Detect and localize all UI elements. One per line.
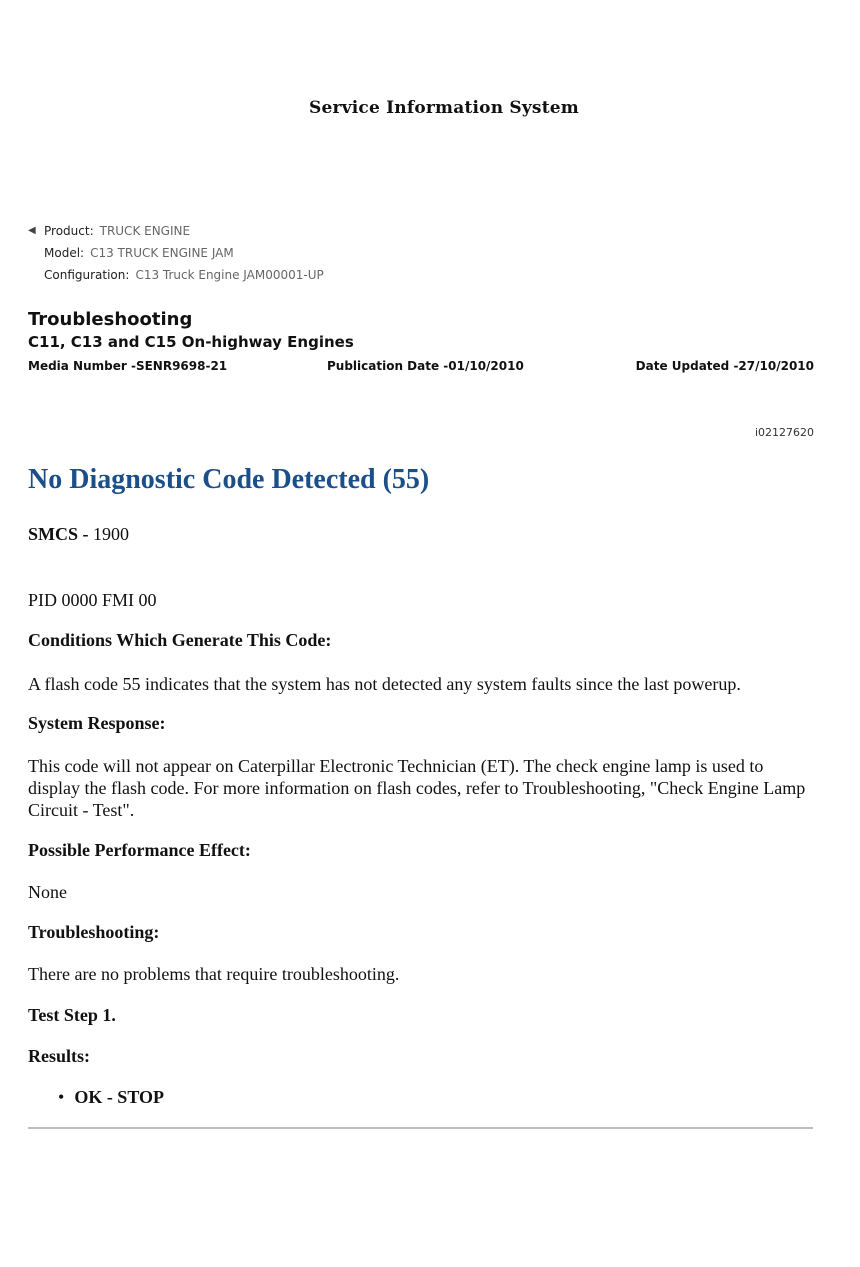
performance-heading: Possible Performance Effect: — [28, 840, 251, 860]
system-response-heading: System Response: — [28, 713, 166, 733]
results-heading: Results: — [28, 1046, 90, 1066]
bullet-icon: • — [58, 1087, 65, 1107]
product-label: Product: — [44, 224, 94, 238]
model-value: C13 TRUCK ENGINE JAM — [90, 246, 234, 260]
pid-fmi: PID 0000 FMI 00 — [28, 590, 157, 610]
smcs-value: 1900 — [93, 524, 130, 544]
system-title: Service Information System — [309, 98, 579, 118]
result-ok-stop: OK - STOP — [74, 1087, 164, 1107]
conditions-text: A flash code 55 indicates that the system has not detected any system faults since the last powerup. — [28, 674, 741, 694]
model-label: Model: — [44, 246, 85, 260]
troubleshooting-text: There are no problems that require troubleshooting. — [28, 964, 400, 984]
conditions-heading: Conditions Which Generate This Code: — [28, 630, 332, 650]
list-item — [58, 1087, 164, 1108]
configuration-label: Configuration: — [44, 268, 130, 282]
chevron-left-icon[interactable]: ◀ — [28, 225, 36, 236]
test-step-heading: Test Step 1. — [28, 1005, 116, 1025]
system-response-text: This code will not appear on Caterpillar Electronic Technician (ET). The check engine lamp is used to display the flash code. For more information on flash codes, refer to Troubleshooting, "Check Engine Lamp Circuit - Test". — [28, 756, 806, 820]
document-subheading: C11, C13 and C15 On-highway Engines — [28, 333, 354, 351]
model-line — [44, 246, 234, 260]
configuration-value: C13 Truck Engine JAM00001-UP — [135, 268, 324, 282]
troubleshooting-heading: Troubleshooting: — [28, 922, 160, 942]
smcs-label: SMCS - — [28, 524, 89, 544]
media-number: Media Number -SENR9698-21 — [28, 359, 228, 373]
date-updated: Date Updated -27/10/2010 — [635, 359, 814, 373]
publication-date: Publication Date -01/10/2010 — [327, 359, 524, 373]
performance-text: None — [28, 882, 67, 902]
configuration-line — [44, 268, 324, 282]
smcs-line — [28, 523, 818, 545]
page-title: No Diagnostic Code Detected (55) — [28, 464, 430, 495]
divider — [28, 1127, 813, 1129]
product-value: TRUCK ENGINE — [99, 224, 191, 238]
product-line — [44, 224, 190, 238]
document-heading: Troubleshooting — [28, 309, 193, 330]
document-id: i02127620 — [754, 426, 814, 439]
